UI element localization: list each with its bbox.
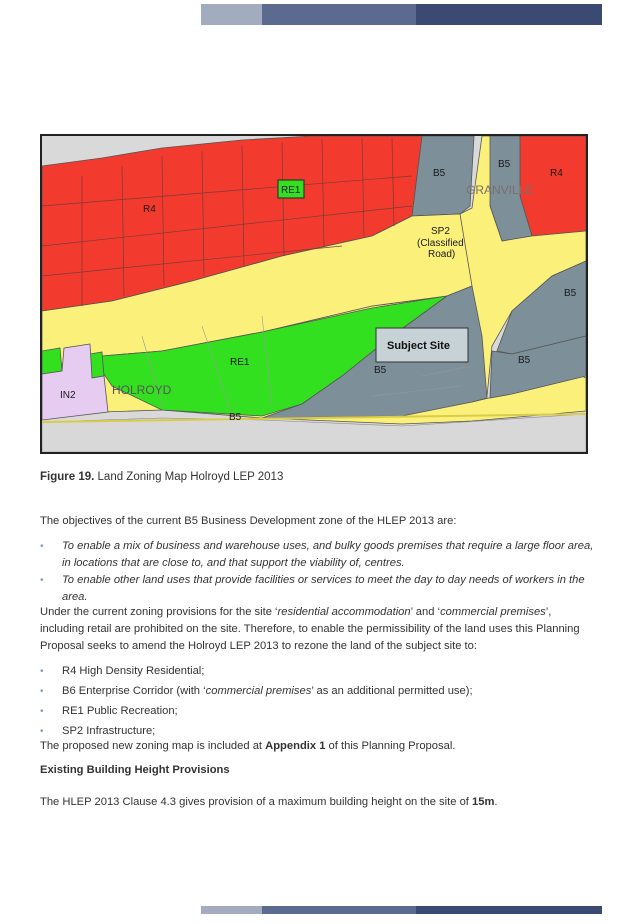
objectives-list	[40, 538, 600, 606]
label-re1-top: RE1	[281, 185, 301, 196]
label-in2: IN2	[60, 390, 76, 401]
list-item: • B6 Enterprise Corridor (with ‘commercial premises’ as an additional permitted use);	[40, 685, 473, 697]
appendix-paragraph: The proposed new zoning map is included at Appendix 1 of this Planning Proposal.	[40, 740, 456, 752]
label-b5: B5	[518, 355, 531, 366]
intro-paragraph: The objectives of the current B5 Business Development zone of the HLEP 2013 are:	[40, 515, 457, 527]
label-holroyd: HOLROYD	[112, 383, 172, 397]
label-sp2-classified: (Classified	[417, 238, 464, 249]
label-r4-east: R4	[550, 168, 563, 179]
label-granville: GRANVILLE	[466, 183, 534, 197]
label-b5: B5	[564, 288, 577, 299]
list-item: • To enable other land uses that provide facilities or services to meet the day to day needs of workers in the area.	[40, 574, 585, 603]
label-subject-site: Subject Site	[387, 340, 450, 352]
list-item: • RE1 Public Recreation;	[40, 705, 178, 717]
zone-re1-small	[42, 348, 62, 374]
zoning-paragraph: Under the current zoning provisions for the site ‘residential accommodation’ and ‘commercial premises’, including retail are prohibited on the site. Therefore, to enable the permissibility of the land uses this Planning Proposal seeks to amend the Holroyd LEP 2013 to rezone the land of the subject site to:	[40, 606, 580, 652]
footer-color-bar	[201, 906, 602, 914]
list-item: • SP2 Infrastructure;	[40, 725, 156, 737]
list-item: • To enable a mix of business and warehouse uses, and bulky goods premises that require a large floor area, in locations that are close to, and that support the viability of, centres.	[40, 540, 594, 569]
label-sp2-road: Road)	[428, 249, 456, 260]
section-heading: Existing Building Height Provisions	[40, 764, 230, 776]
label-sp2: SP2	[431, 226, 450, 237]
label-b5: B5	[433, 168, 446, 179]
label-b5: B5	[374, 365, 387, 376]
label-b5: B5	[229, 412, 242, 423]
header-color-bar	[201, 4, 602, 25]
figure-caption: Figure 19. Land Zoning Map Holroyd LEP 2013	[40, 471, 284, 483]
height-paragraph: The HLEP 2013 Clause 4.3 gives provision of a maximum building height on the site of 15m.	[40, 796, 498, 808]
label-re1-bottom: RE1	[230, 357, 250, 368]
rezone-list	[40, 663, 600, 743]
land-zoning-map	[40, 134, 588, 454]
list-item: • R4 High Density Residential;	[40, 665, 205, 677]
label-r4-west: R4	[143, 204, 156, 215]
label-b5: B5	[498, 159, 511, 170]
